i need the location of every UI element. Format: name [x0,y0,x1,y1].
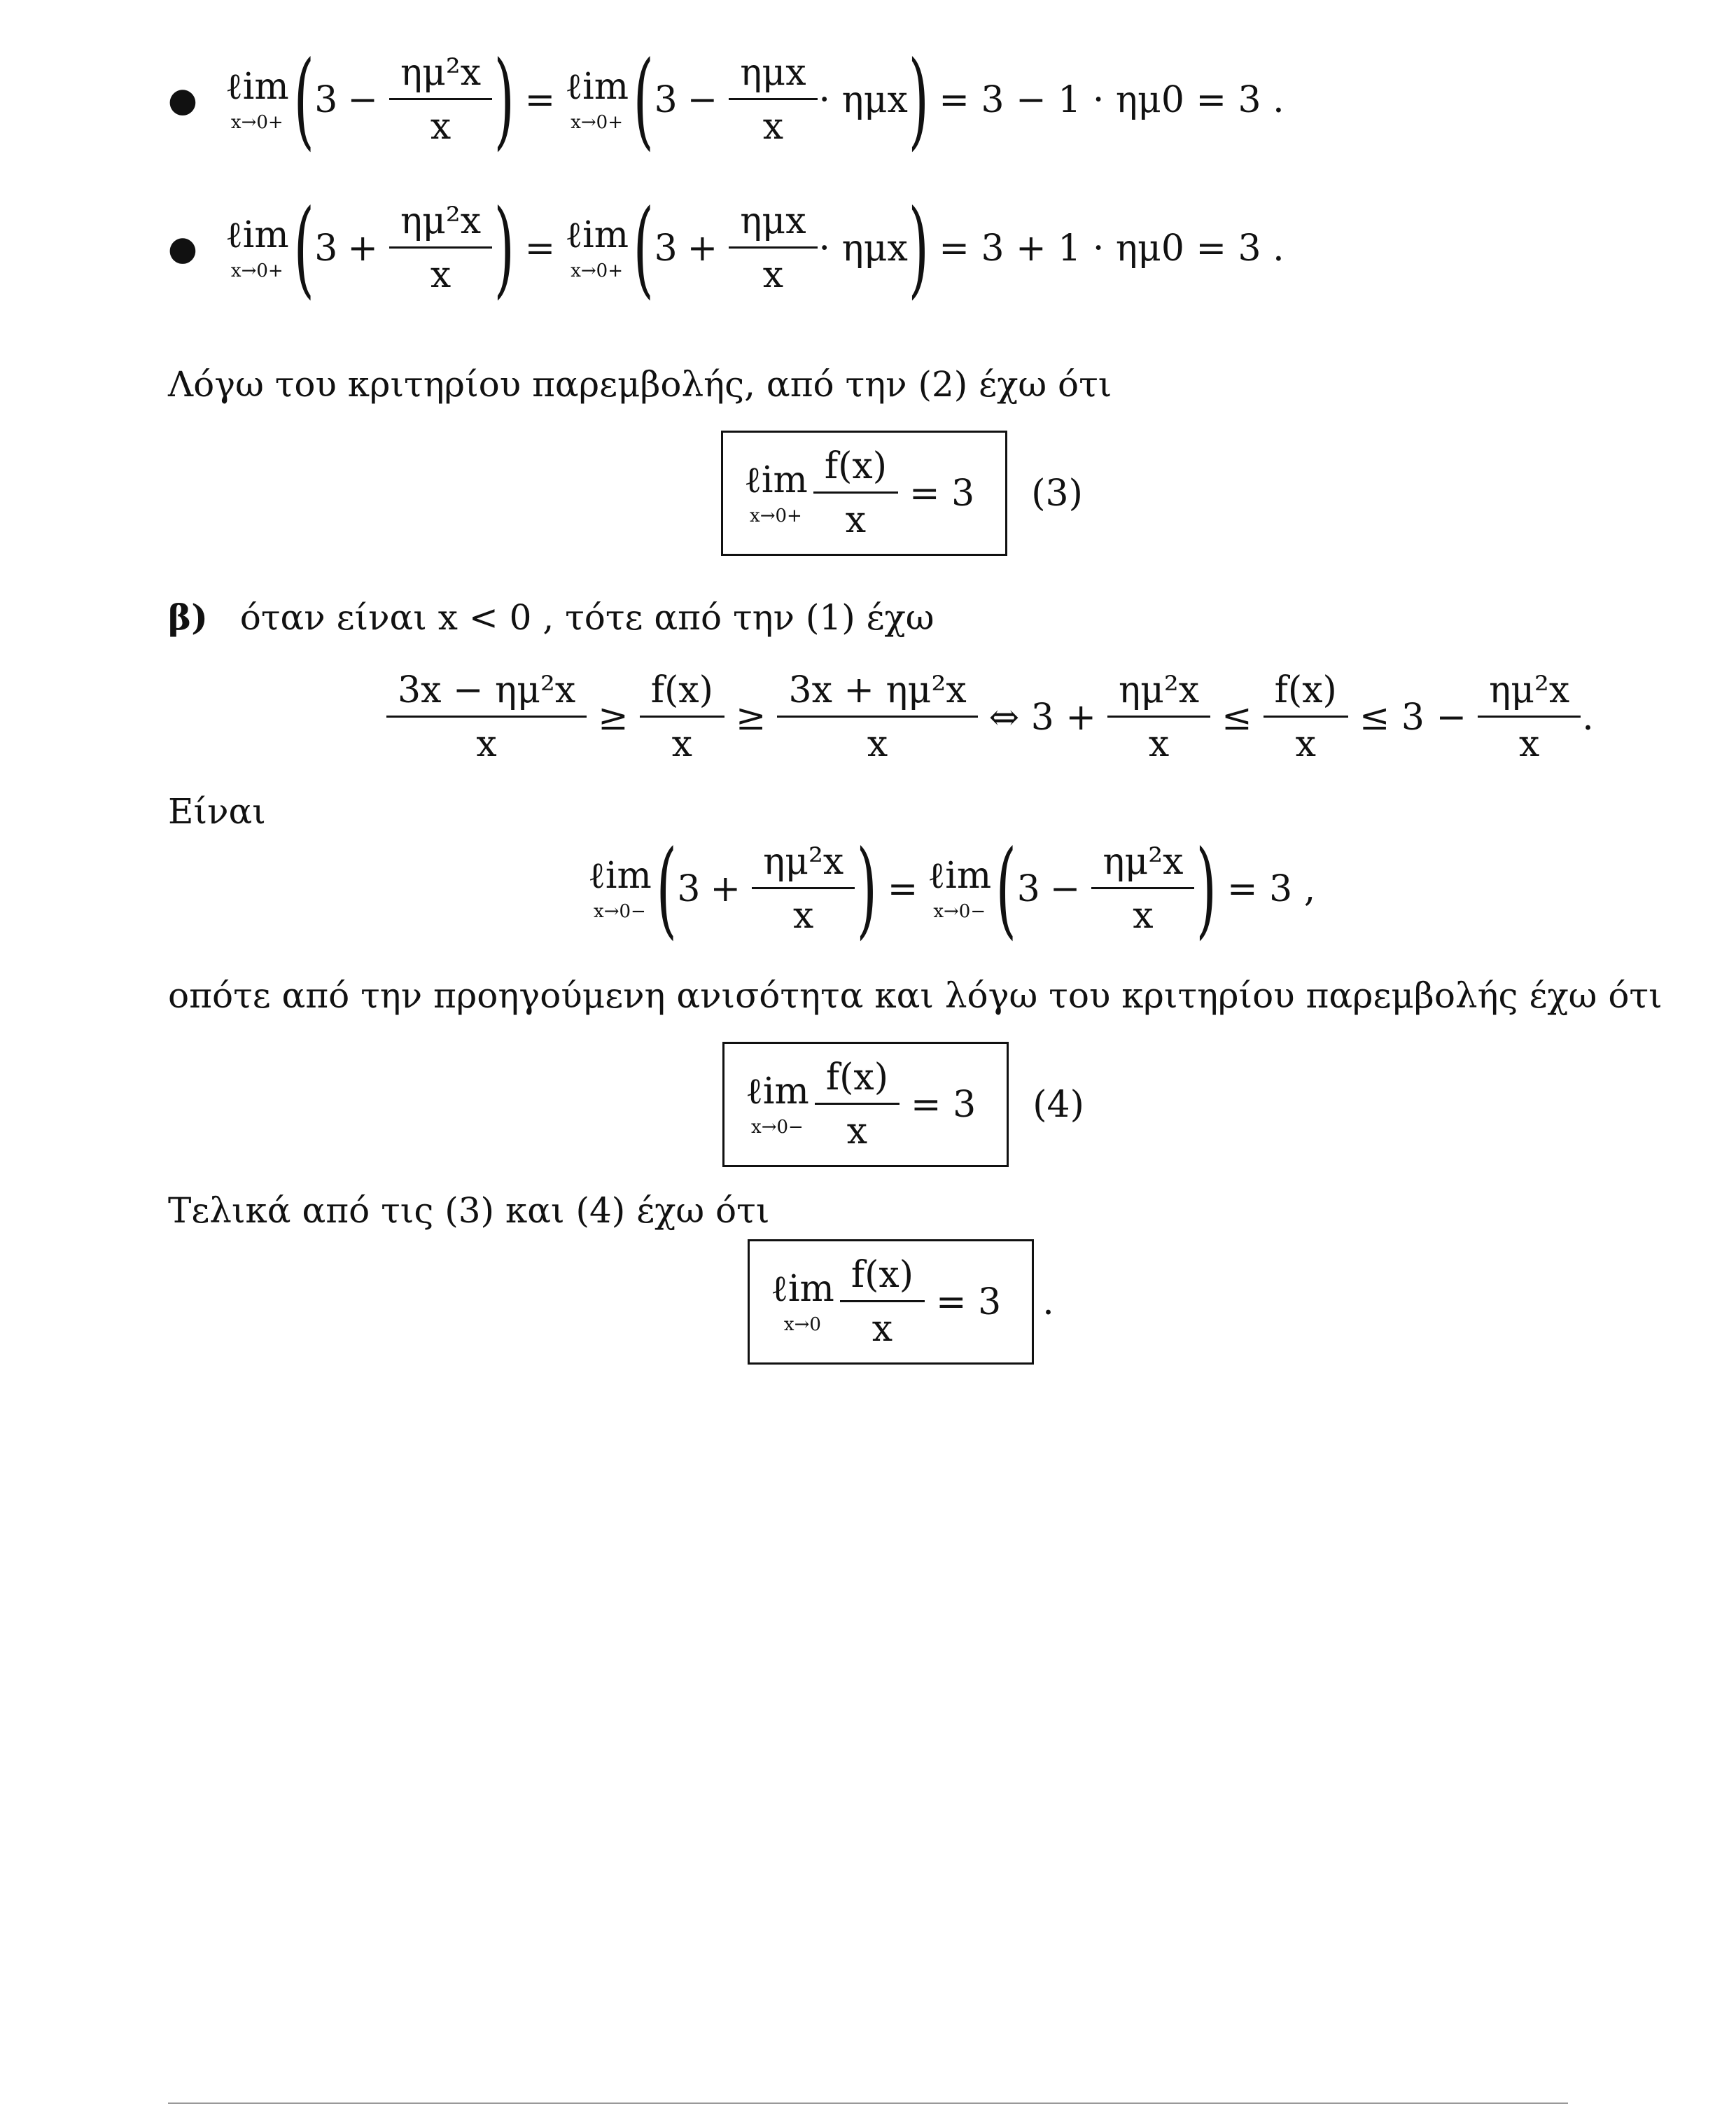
paragraph-final: Τελικά από τις (3) και (4) έχω ότι [168,1190,770,1231]
limit-equality: ℓim x→0− ( 3 + $\frac{\text{ημ²x}}{x}$ ) = ℓim x→0− ( 3 − $\frac{\text{ημ²x}}{x}$ ) = 3 , [588,828,1316,950]
part-label: β) [168,597,208,638]
boxed-limit-3 [721,431,1083,556]
result-box: ℓim x→0− $\frac{f(x)}{x}$ = 3 [722,1042,1009,1167]
footer-rule [168,2102,1568,2104]
bullet-equation-1: ● ℓim x→0+ ( 3 − $\frac{\text{ημ²x}}{x}$ ) = ℓim x→0+ ( 3 − $\frac{\text{ημx}}{x}$ · ημx ) = 3 − 1 · ημ0 = 3 . [168,39,1284,161]
boxed-limit-4 [722,1042,1084,1167]
fraction: $\frac{\text{ημx}}{x}$ [734,55,811,145]
limit-operator: ℓim x→0+ [225,214,289,281]
limit-operator: ℓim x→0+ [225,65,289,133]
inequality-chain: $\frac{\text{3x − ημ²x}}{x}$ ≥ $\frac{f(x)}{x}$ ≥ $\frac{\text{3x + ημ²x}}{x}$ ⇔ 3 + $\frac{\text{ημ²x}}{x}$ ≤ $\frac{f(x)}{x}$ ≤ 3 − $\frac{\text{ημ²x}}{x}$ . [385,672,1594,762]
boxed-limit-final: ℓim x→0 $\frac{f(x)}{x}$ = 3 . [748,1239,1054,1365]
bullet-equation-2: ● ℓim x→0+ ( 3 + $\frac{\text{ημ²x}}{x}$ ) = ℓim x→0+ ( 3 + $\frac{\text{ημx}}{x}$ · ημx ) = 3 + 1 · ημ0 = 3 . [168,187,1284,309]
part-b-line: β) όταν είναι x < 0 , τότε από την (1) έχω [168,597,934,638]
equation-tag: (3) [1031,472,1083,515]
bullet-icon: ● [168,228,197,268]
fraction: $\frac{\text{ημx}}{x}$ [734,203,811,293]
equation-tag: (4) [1032,1083,1084,1126]
fraction: $\frac{\text{ημ²x}}{x}$ [395,55,486,145]
bullet-icon: ● [168,80,197,120]
fraction: $\frac{\text{ημ²x}}{x}$ [395,203,486,293]
paragraph-squeeze-1: Λόγω του κριτηρίου παρεμβολής, από την (2) έχω ότι [168,364,1112,405]
limit-operator: ℓim x→0+ [565,214,629,281]
result-box: ℓim x→0+ $\frac{f(x)}{x}$ = 3 [721,431,1007,556]
paragraph-squeeze-2: οπότε από την προηγούμενη ανισότητα και λόγω του κριτηρίου παρεμβολής έχω ότι [168,975,1662,1016]
limit-operator: ℓim x→0+ [565,65,629,133]
einai-text: Είναι [168,791,266,832]
result-box: ℓim x→0 $\frac{f(x)}{x}$ = 3 [748,1239,1034,1365]
